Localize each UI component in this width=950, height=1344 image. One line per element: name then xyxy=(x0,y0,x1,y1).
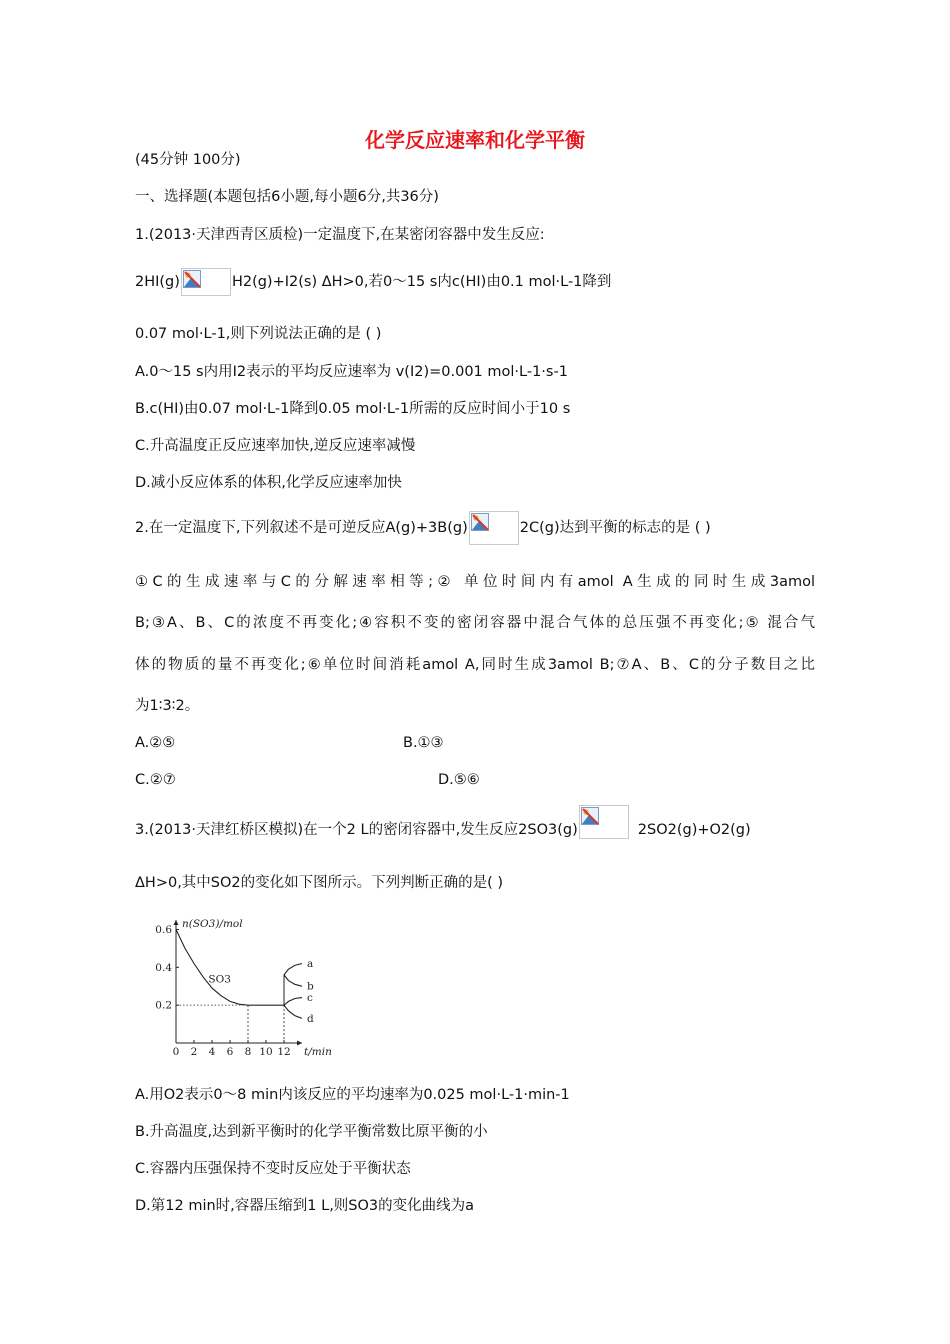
q2-option-b: B.①③ xyxy=(403,735,444,751)
branch-label-a: a xyxy=(307,958,314,971)
y-axis-arrow xyxy=(174,920,179,925)
q2-option-a: A.②⑤ xyxy=(135,735,176,751)
branch-label-c: c xyxy=(307,992,313,1005)
reversible-arrow-image xyxy=(181,268,231,296)
q3-stem-left: 3.(2013·天津红桥区模拟)在一个2 L的密闭容器中,发生反应2SO3(g) xyxy=(135,822,578,838)
q3-stem-right: 2SO2(g)+O2(g) xyxy=(637,822,751,838)
q2-option-c: C.②⑦ xyxy=(135,772,176,788)
q3-option-d: D.第12 min时,容器压缩到1 L,则SO3的变化曲线为a xyxy=(135,1198,475,1214)
section-heading: 一、选择题(本题包括6小题,每小题6分,共36分) xyxy=(135,189,439,205)
x-axis-label: t/min xyxy=(304,1046,332,1058)
q3-stem-2: ΔH>0,其中SO2的变化如下图所示。下列判断正确的是( ) xyxy=(135,875,504,891)
branch-curve-d xyxy=(284,1005,302,1018)
q3-option-c: C.容器内压强保持不变时反应处于平衡状态 xyxy=(135,1161,411,1177)
q2-conditions-line-3: 体的物质的量不再变化;⑥单位时间消耗amol A,同时生成3amol B;⑦A、B、C的分子数目之比 xyxy=(135,657,815,673)
x-tick-label: 10 xyxy=(259,1046,273,1058)
x-tick-label: 4 xyxy=(208,1046,216,1058)
branch-curve-b xyxy=(284,975,302,986)
branch-curve-c xyxy=(284,998,302,1006)
q1-eq-right: H2(g)+I2(s) ΔH>0,若0～15 s内c(HI)由0.1 mol·L-1降到 xyxy=(231,274,612,290)
so3-curve xyxy=(176,930,284,1006)
y-axis-label: n(SO3)/mol xyxy=(182,918,243,930)
q2-conditions-line-4: 为1∶3∶2。 xyxy=(135,698,200,714)
reversible-arrow-image xyxy=(469,511,519,545)
exam-meta: (45分钟 100分) xyxy=(135,152,241,168)
so3-amount-chart xyxy=(150,912,350,1062)
q2-stem-left: 2.在一定温度下,下列叙述不是可逆反应A(g)+3B(g) xyxy=(135,520,468,536)
q1-stem: 1.(2013·天津西青区质检)一定温度下,在某密闭容器中发生反应: xyxy=(135,227,545,243)
x-tick-label: 6 xyxy=(226,1046,234,1058)
y-tick-label: 0.4 xyxy=(155,961,172,974)
branch-label-b: b xyxy=(307,980,314,993)
q3-stem xyxy=(135,805,751,855)
x-tick-label: 2 xyxy=(190,1046,198,1058)
broken-image-icon xyxy=(183,270,201,288)
branch-curve-a xyxy=(284,964,302,975)
x-tick-label: 8 xyxy=(244,1046,252,1058)
q1-stem-2: 0.07 mol·L-1,则下列说法正确的是 ( ) xyxy=(135,326,382,342)
page-title: 化学反应速率和化学平衡 xyxy=(365,128,585,152)
y-tick-label: 0.6 xyxy=(155,923,172,936)
broken-image-icon xyxy=(581,807,599,825)
q2-conditions-line-1: ①C的生成速率与C的分解速率相等;② 单位时间内有amol A生成的同时生成3amol xyxy=(135,574,815,590)
q1-option-c: C.升高温度正反应速率加快,逆反应速率减慢 xyxy=(135,438,416,454)
q2-stem xyxy=(135,508,711,548)
q1-option-b: B.c(HI)由0.07 mol·L-1降到0.05 mol·L-1所需的反应时间小于10 s xyxy=(135,401,571,417)
q2-conditions-line-2: B;③A、B、C的浓度不再变化;④容积不变的密闭容器中混合气体的总压强不再变化;⑤ 混合气 xyxy=(135,615,815,631)
x-tick-label: 0 xyxy=(172,1046,180,1058)
q1-option-a: A.0～15 s内用I2表示的平均反应速率为 v(I2)=0.001 mol·L-1·s-1 xyxy=(135,364,568,380)
series-label: SO3 xyxy=(208,973,231,986)
x-tick-label: 12 xyxy=(277,1046,291,1058)
q1-equation xyxy=(135,262,611,302)
q1-eq-left: 2HI(g) xyxy=(135,274,180,290)
branch-label-d: d xyxy=(307,1012,314,1025)
q3-option-b: B.升高温度,达到新平衡时的化学平衡常数比原平衡的小 xyxy=(135,1124,488,1140)
q1-option-d: D.减小反应体系的体积,化学反应速率加快 xyxy=(135,475,402,491)
q3-option-a: A.用O2表示0～8 min内该反应的平均速率为0.025 mol·L-1·min-1 xyxy=(135,1087,570,1103)
x-axis-arrow xyxy=(297,1041,302,1046)
q2-option-d: D.⑤⑥ xyxy=(438,772,480,788)
broken-image-icon xyxy=(471,513,489,531)
y-tick-label: 0.2 xyxy=(155,999,172,1012)
q2-stem-right: 2C(g)达到平衡的标志的是 ( ) xyxy=(519,520,711,536)
reversible-arrow-image xyxy=(579,805,629,839)
